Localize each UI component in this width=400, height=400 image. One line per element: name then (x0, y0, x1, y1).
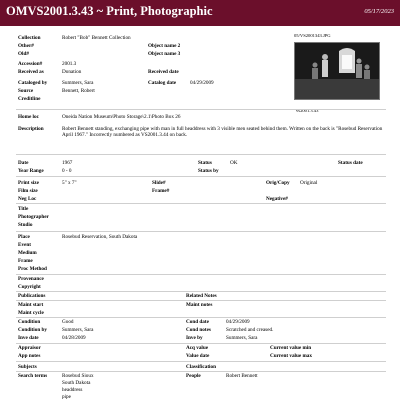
status-date-label: Status date (338, 160, 363, 166)
app-notes-label: App notes (18, 353, 41, 359)
studio-label: Studio (18, 222, 33, 228)
inve-by-label: Inve by (186, 335, 203, 341)
description-label: Description (18, 126, 44, 132)
orig-copy-value: Original (300, 180, 318, 186)
image-caption: vs2001.3.43 (296, 108, 319, 113)
status-label: Status (198, 160, 212, 166)
acq-value-label: Acq value (186, 345, 209, 351)
photograph-thumbnail[interactable] (294, 42, 380, 100)
slide-label: Slide# (152, 180, 166, 186)
print-date: 05/17/2023 (364, 8, 394, 15)
cond-date-value: 04/29/2009 (226, 319, 250, 325)
home-loc-label: Home loc (18, 114, 39, 120)
people-value: Robert Bennett (226, 373, 258, 379)
search-term-item: headdress (62, 387, 83, 393)
publications-label: Publications (18, 293, 46, 299)
current-value-max-label: Current value max (270, 353, 312, 359)
negative-label: Negative# (266, 196, 288, 202)
divider (16, 361, 386, 362)
home-loc-value: Oneida Nation Museum\Photo Storage\2.1\Photo Box 26 (62, 114, 181, 120)
event-label: Event (18, 242, 31, 248)
divider (16, 109, 386, 110)
divider (16, 291, 386, 292)
condition-by-value: Summers, Sara (62, 327, 94, 333)
divider (16, 300, 386, 301)
divider (16, 203, 386, 204)
received-date-label: Received date (148, 69, 179, 75)
print-size-value: 5" x 7" (62, 180, 77, 186)
year-range-label: Year Range (18, 168, 44, 174)
creditline-label: Creditline (18, 96, 41, 102)
catalog-date-label: Catalog date (148, 80, 177, 86)
accession-value: 2001.3 (62, 61, 77, 67)
received-as-label: Received as (18, 69, 44, 75)
catalog-date-value: 04/29/2009 (190, 80, 214, 86)
provenance-label: Provenance (18, 276, 44, 282)
other-label: Other# (18, 43, 34, 49)
date-label: Date (18, 160, 29, 166)
cond-date-label: Cond date (186, 319, 209, 325)
film-size-label: Film size (18, 188, 38, 194)
collection-value: Robert "Bob" Bennett Collection (62, 35, 131, 41)
photograph-image (295, 43, 379, 99)
search-terms-label: Search terms (18, 373, 48, 379)
divider (16, 317, 386, 318)
search-term-item: Rosebud Sioux (62, 373, 94, 379)
status-by-label: Status by (198, 168, 219, 174)
description-value: Robert Bennett standing, exchanging pipe with man in full headdress with 3 visible men seated behind them. Written on the back is "Rosebud Reservation April 1967." Incorrectly numbered as VS2001.3.44 on back. (62, 126, 383, 139)
cataloged-by-value: Summers, Sara (62, 80, 94, 86)
people-label: People (186, 373, 201, 379)
divider (16, 231, 386, 232)
image-filename: 05/VS2001343.JPG (294, 33, 331, 38)
date-value: 1967 (62, 160, 73, 166)
divider (16, 176, 386, 177)
frame-number-label: Frame# (152, 188, 170, 194)
old-label: Old# (18, 51, 29, 57)
cond-notes-label: Cond notes (186, 327, 211, 333)
related-notes-label: Related Notes (186, 293, 217, 299)
value-date-label: Value date (186, 353, 210, 359)
maint-start-label: Maint start (18, 302, 44, 308)
classification-label: Classification (186, 364, 216, 370)
record-title-bar (0, 0, 400, 26)
medium-label: Medium (18, 250, 37, 256)
subjects-label: Subjects (18, 364, 37, 370)
place-label: Place (18, 234, 30, 240)
cond-notes-value: Scratched and creased. (226, 327, 274, 333)
frame-label: Frame (18, 258, 33, 264)
record-title: OMVS2001.3.43 ~ Print, Photographic (6, 4, 213, 18)
orig-copy-label: Orig/Copy (266, 180, 290, 186)
condition-by-label: Condition by (18, 327, 47, 333)
search-term-item: South Dakota (62, 380, 91, 386)
title-label: Title (18, 206, 29, 212)
divider (16, 343, 386, 344)
place-value: Rosebud Reservation, South Dakota (62, 234, 138, 240)
status-value: OK (230, 160, 238, 166)
neg-loc-label: Neg Loc (18, 196, 37, 202)
received-as-value: Donation (62, 69, 82, 75)
current-value-min-label: Current value min (270, 345, 312, 351)
print-size-label: Print size (18, 180, 39, 186)
proc-method-label: Proc Method (18, 266, 47, 272)
inve-date-label: Inve date (18, 335, 39, 341)
photographer-label: Photographer (18, 214, 49, 220)
cataloged-by-label: Cataloged by (18, 80, 48, 86)
maint-cycle-label: Maint cycle (18, 310, 44, 316)
object-name-3-label: Object name 3 (148, 51, 181, 57)
collection-label: Collection (18, 35, 41, 41)
accession-label: Accession# (18, 61, 43, 67)
object-name-2-label: Object name 2 (148, 43, 181, 49)
appraisor-label: Appraisor (18, 345, 41, 351)
inve-by-value: Summers, Sara (226, 335, 258, 341)
divider (16, 274, 386, 275)
search-term-item: pipe (62, 394, 71, 400)
source-label: Source (18, 88, 34, 94)
divider (16, 154, 386, 155)
condition-label: Condition (18, 319, 41, 325)
copyright-label: Copyright (18, 284, 41, 290)
inve-date-value: 04/28/2009 (62, 335, 86, 341)
divider (16, 371, 386, 372)
condition-value: Good (62, 319, 74, 325)
maint-notes-label: Maint notes (186, 302, 213, 308)
year-range-value: 0 - 0 (62, 168, 72, 174)
source-value: Bennett, Robert (62, 88, 95, 94)
